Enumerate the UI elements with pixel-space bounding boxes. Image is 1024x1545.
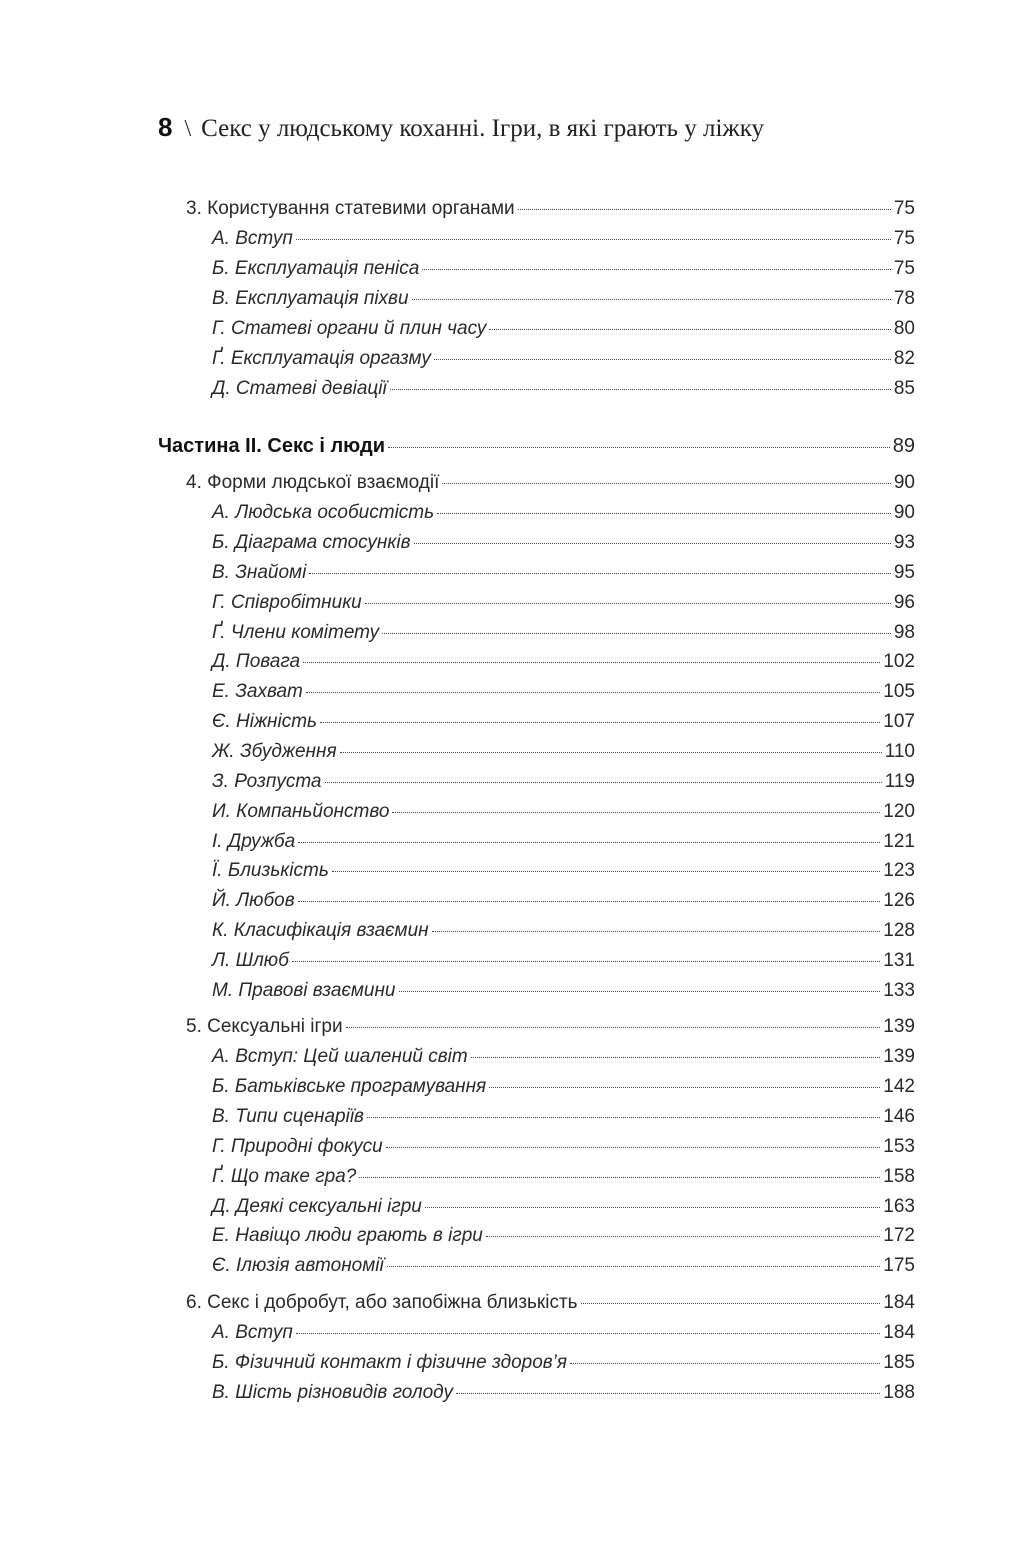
toc-entry-section	[212, 681, 915, 709]
running-title: Секс у людському коханні. Ігри, в які грають у ліжку	[201, 115, 764, 142]
toc-entry-section	[212, 711, 915, 739]
toc-entry-section	[212, 562, 915, 590]
toc-entry-page-number: 82	[893, 348, 915, 369]
toc-entry-title: Д. Деякі сексуальні ігри	[212, 1196, 422, 1217]
dot-leader	[365, 603, 891, 604]
toc-entry-title: 5. Сексуальні ігри	[186, 1016, 343, 1037]
toc-entry-page-number: 158	[883, 1166, 915, 1187]
dot-leader	[471, 1057, 881, 1058]
toc-entry-title: Й. Любов	[212, 890, 295, 911]
toc-entry-section	[212, 1076, 915, 1104]
toc-entry-title: И. Компаньйонство	[212, 801, 390, 822]
toc-entry-page-number: 120	[883, 801, 915, 822]
toc-entry-page-number: 96	[893, 592, 915, 613]
toc-entry-section	[212, 1166, 915, 1194]
toc-entry-page-number: 75	[893, 198, 915, 219]
toc-entry-chapter	[186, 1016, 915, 1044]
toc-entry-title: Е. Захват	[212, 681, 303, 702]
toc-entry-section	[212, 980, 915, 1008]
toc-entry-page-number: 90	[893, 502, 915, 523]
toc-entry-section	[212, 1225, 915, 1253]
toc-entry-page-number: 139	[883, 1016, 915, 1037]
dot-leader	[581, 1303, 881, 1304]
dot-leader	[298, 901, 881, 902]
toc-entry-title: Ґ. Експлуатація оргазму	[212, 348, 431, 369]
toc-entry-section	[212, 1046, 915, 1074]
toc-entry-page-number: 184	[883, 1292, 915, 1313]
toc-entry-section	[212, 622, 915, 650]
toc-entry-page-number: 93	[893, 532, 915, 553]
toc-entry-part	[158, 435, 915, 463]
toc-entry-section	[212, 592, 915, 620]
dot-leader	[412, 299, 891, 300]
toc-entry-title: К. Класифікація взаємин	[212, 920, 429, 941]
dot-leader	[399, 991, 881, 992]
toc-entry-title: Ґ. Що таке гра?	[212, 1166, 357, 1187]
toc-entry-title: Е. Навіщо люди грають в ігри	[212, 1225, 483, 1246]
toc-entry-page-number: 119	[884, 771, 915, 792]
toc-entry-title: Ї. Близькість	[212, 860, 329, 881]
dot-leader	[367, 1117, 880, 1118]
toc-entry-title: Д. Статеві девіації	[212, 378, 387, 399]
toc-entry-title: І. Дружба	[212, 831, 296, 852]
toc-entry-page-number: 185	[883, 1352, 915, 1373]
page-number: 8	[158, 112, 173, 142]
toc-entry-title: А. Вступ: Цей шалений світ	[212, 1046, 468, 1067]
dot-leader	[388, 447, 890, 448]
toc-entry-section	[212, 1255, 915, 1283]
toc-entry-page-number: 78	[893, 288, 915, 309]
toc-entry-page-number: 175	[883, 1255, 915, 1276]
dot-leader	[434, 359, 891, 360]
toc-entry-section	[212, 1106, 915, 1134]
toc-entry-section	[212, 831, 915, 859]
dot-leader	[309, 573, 891, 574]
dot-leader	[437, 513, 891, 514]
toc-entry-title: 4. Форми людської взаємодії	[186, 472, 440, 493]
toc-entry-page-number: 75	[893, 258, 915, 279]
toc-entry-page-number: 98	[893, 622, 915, 643]
toc-entry-section	[212, 860, 915, 888]
toc-entry-section	[212, 258, 915, 286]
toc-entry-title: В. Експлуатація піхви	[212, 288, 409, 309]
toc-entry-page-number: 89	[892, 435, 915, 457]
dot-leader	[296, 239, 891, 240]
dot-leader	[303, 662, 880, 663]
dot-leader	[489, 329, 890, 330]
toc-entry-title: А. Людська особистість	[212, 502, 435, 523]
toc-entry-title: Б. Фізичний контакт і фізичне здоров’я	[212, 1352, 568, 1373]
toc-entry-title: Є. Ілюзія автономії	[212, 1255, 384, 1276]
toc-entry-title: В. Знайомі	[212, 562, 307, 583]
toc-entry-page-number: 146	[883, 1106, 915, 1127]
toc-entry-title: 6. Секс і добробут, або запобіжна близькість	[186, 1292, 578, 1313]
toc-entry-title: Б. Експлуатація пеніса	[212, 258, 420, 279]
toc-entry-section	[212, 651, 915, 679]
header-separator: \	[184, 116, 192, 142]
toc-entry-section	[212, 348, 915, 376]
toc-entry-page-number: 142	[883, 1076, 915, 1097]
toc-entry-page-number: 172	[883, 1225, 915, 1246]
dot-leader	[320, 722, 880, 723]
toc-entry-section	[212, 890, 915, 918]
dot-leader	[570, 1363, 880, 1364]
toc-entry-title: Ж. Збудження	[212, 741, 337, 762]
toc-entry-page-number: 110	[884, 741, 915, 762]
toc-entry-section	[212, 532, 915, 560]
toc-entry-page-number: 85	[893, 378, 915, 399]
dot-leader	[392, 812, 880, 813]
toc-entry-page-number: 80	[893, 318, 915, 339]
toc-entry-page-number: 90	[893, 472, 915, 493]
toc-entry-title: Б. Батьківське програмування	[212, 1076, 487, 1097]
dot-leader	[425, 1207, 880, 1208]
toc-entry-title: Г. Природні фокуси	[212, 1136, 383, 1157]
toc-entry-page-number: 131	[883, 950, 915, 971]
running-header	[158, 112, 764, 152]
toc-entry-title: Є. Ніжність	[212, 711, 318, 732]
dot-leader	[325, 782, 882, 783]
toc-entry-chapter	[186, 472, 915, 500]
toc-entry-page-number: 184	[883, 1322, 915, 1343]
toc-entry-section	[212, 1322, 915, 1350]
toc-entry-section	[212, 771, 915, 799]
toc-entry-title: 3. Користування статевими органами	[186, 198, 515, 219]
toc-entry-page-number: 163	[883, 1196, 915, 1217]
dot-leader	[390, 389, 891, 390]
toc-entry-page-number: 123	[883, 860, 915, 881]
toc-entry-section	[212, 950, 915, 978]
toc-entry-title: В. Шість різновидів голоду	[212, 1382, 453, 1403]
toc-entry-chapter	[186, 198, 915, 226]
dot-leader	[518, 209, 891, 210]
dot-leader	[292, 961, 881, 962]
dot-leader	[387, 1266, 881, 1267]
toc-entry-page-number: 107	[883, 711, 915, 732]
toc-entry-title: Б. Діаграма стосунків	[212, 532, 411, 553]
toc-entry-section	[212, 1196, 915, 1224]
toc-entry-title: В. Типи сценаріїв	[212, 1106, 364, 1127]
dot-leader	[359, 1177, 880, 1178]
toc-entry-page-number: 126	[883, 890, 915, 911]
toc-entry-page-number: 153	[883, 1136, 915, 1157]
dot-leader	[296, 1333, 881, 1334]
toc-entry-title: А. Вступ	[212, 228, 293, 249]
toc-entry-section	[212, 801, 915, 829]
toc-entry-section	[212, 288, 915, 316]
dot-leader	[340, 752, 882, 753]
toc-entry-section	[212, 1352, 915, 1380]
dot-leader	[346, 1027, 881, 1028]
toc-entry-section	[212, 502, 915, 530]
toc-entry-section	[212, 378, 915, 406]
toc-entry-page-number: 121	[883, 831, 915, 852]
dot-leader	[489, 1087, 880, 1088]
toc-entry-page-number: 105	[883, 681, 915, 702]
toc-entry-page-number: 188	[883, 1382, 915, 1403]
dot-leader	[486, 1236, 880, 1237]
toc-entry-title: Г. Співробітники	[212, 592, 362, 613]
toc-entry-section	[212, 741, 915, 769]
dot-leader	[386, 1147, 881, 1148]
toc-entry-title: Г. Статеві органи й плин часу	[212, 318, 487, 339]
dot-leader	[442, 483, 890, 484]
toc-entry-page-number: 133	[883, 980, 915, 1001]
dot-leader	[306, 692, 880, 693]
dot-leader	[382, 633, 891, 634]
toc-entry-page-number: 128	[883, 920, 915, 941]
toc-entry-title: З. Розпуста	[212, 771, 322, 792]
toc-entry-page-number: 139	[883, 1046, 915, 1067]
dot-leader	[298, 842, 880, 843]
dot-leader	[456, 1393, 880, 1394]
toc-entry-title: Д. Повага	[212, 651, 301, 672]
toc-entry-title: А. Вступ	[212, 1322, 293, 1343]
toc-entry-page-number: 75	[893, 228, 915, 249]
toc-entry-section	[212, 1136, 915, 1164]
toc-entry-section	[212, 1382, 915, 1410]
toc-entry-title: Частина II. Секс і люди	[158, 435, 385, 457]
dot-leader	[332, 871, 880, 872]
dot-leader	[432, 931, 881, 932]
toc-entry-section	[212, 920, 915, 948]
toc-entry-title: М. Правові взаємини	[212, 980, 396, 1001]
dot-leader	[414, 543, 891, 544]
toc-entry-page-number: 102	[883, 651, 915, 672]
toc-entry-title: Л. Шлюб	[212, 950, 289, 971]
toc-entry-section	[212, 318, 915, 346]
toc-entry-section	[212, 228, 915, 256]
dot-leader	[422, 269, 891, 270]
toc-entry-chapter	[186, 1292, 915, 1320]
toc-entry-page-number: 95	[893, 562, 915, 583]
toc-entry-title: Ґ. Члени комітету	[212, 622, 380, 643]
